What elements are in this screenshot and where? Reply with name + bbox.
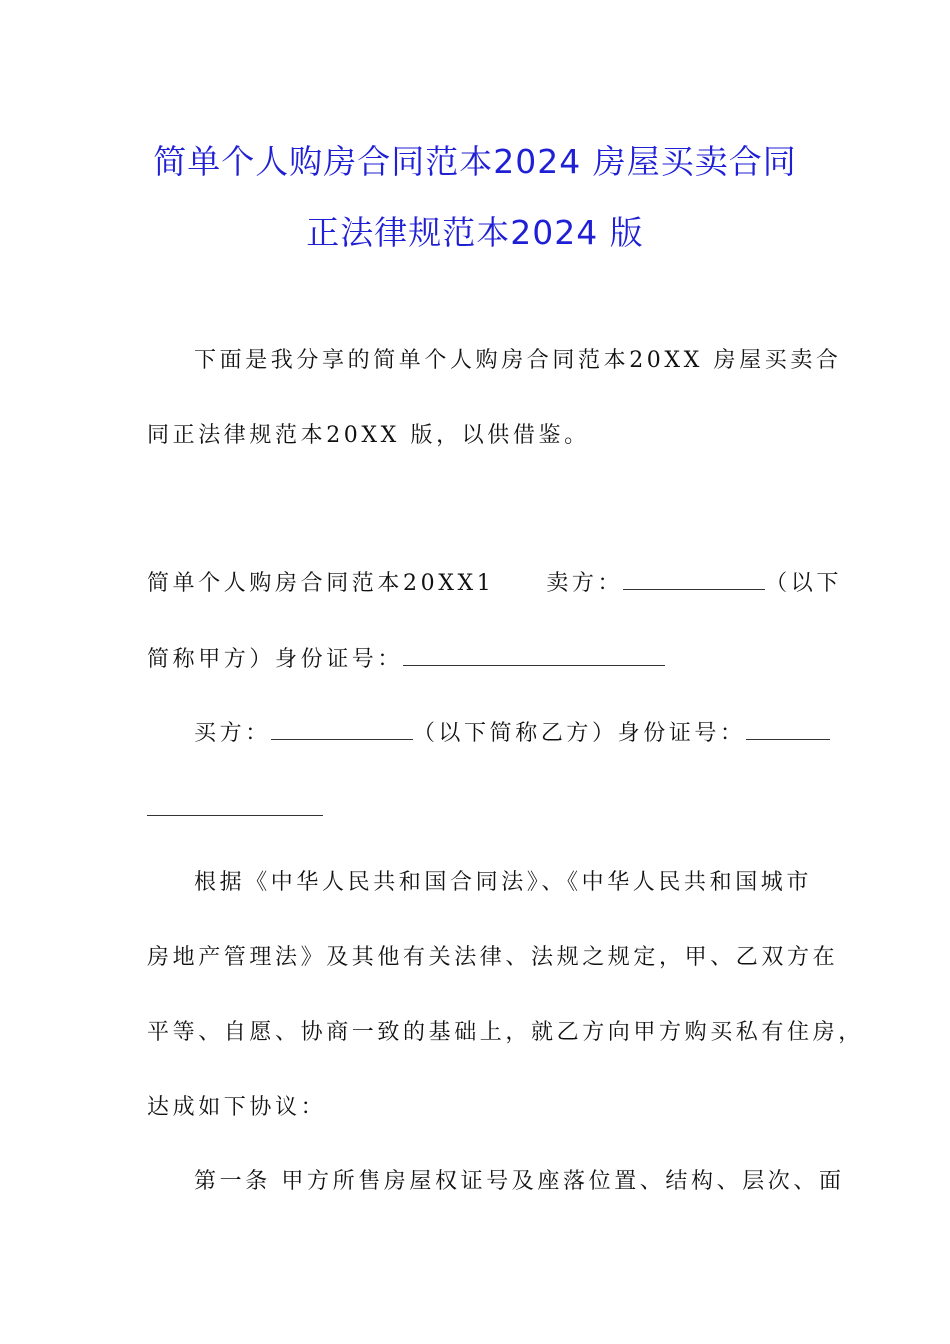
seller-suffix: （以下 <box>765 571 842 596</box>
buyer-id-blank[interactable] <box>746 721 830 740</box>
basis-line-2: 房地产管理法》及其他有关法律、法规之规定，甲、乙双方在 <box>147 945 839 970</box>
article-1-line: 第一条 甲方所售房屋权证号及座落位置、结构、层次、面 <box>194 1169 845 1194</box>
buyer-id-blank-continued[interactable] <box>147 797 323 816</box>
basis-line-4: 达成如下协议： <box>147 1095 327 1120</box>
buyer-id-label: （以下简称乙方）身份证号： <box>412 721 746 746</box>
buyer-label: 买方： <box>194 721 271 746</box>
document-title-line-1: 简单个人购房合同范本2024 房屋买卖合同 <box>153 142 797 181</box>
basis-line-1: 根据《中华人民共和国合同法》、《中华人民共和国城市 <box>194 870 813 895</box>
buyer-line <box>194 719 830 749</box>
basis-line-3: 平等、自愿、协商一致的基础上，就乙方向甲方购买私有住房， <box>147 1020 864 1045</box>
buyer-id-continuation <box>147 795 323 825</box>
intro-line-2: 同正法律规范本20XX 版，以供借鉴。 <box>147 423 590 448</box>
document-title-line-2: 正法律规范本2024 版 <box>306 213 644 252</box>
seller-name-blank[interactable] <box>623 571 765 590</box>
intro-line-1: 下面是我分享的简单个人购房合同范本20XX 房屋买卖合 <box>194 348 842 373</box>
seller-label: 卖方： <box>546 571 624 596</box>
contract-heading: 简单个人购房合同范本20XX1 <box>147 571 495 596</box>
seller-line <box>147 569 842 599</box>
seller-id-blank[interactable] <box>403 647 665 666</box>
seller-id-label: 简称甲方）身份证号： <box>147 647 404 672</box>
buyer-name-blank[interactable] <box>271 721 413 740</box>
seller-id-line <box>147 645 665 675</box>
